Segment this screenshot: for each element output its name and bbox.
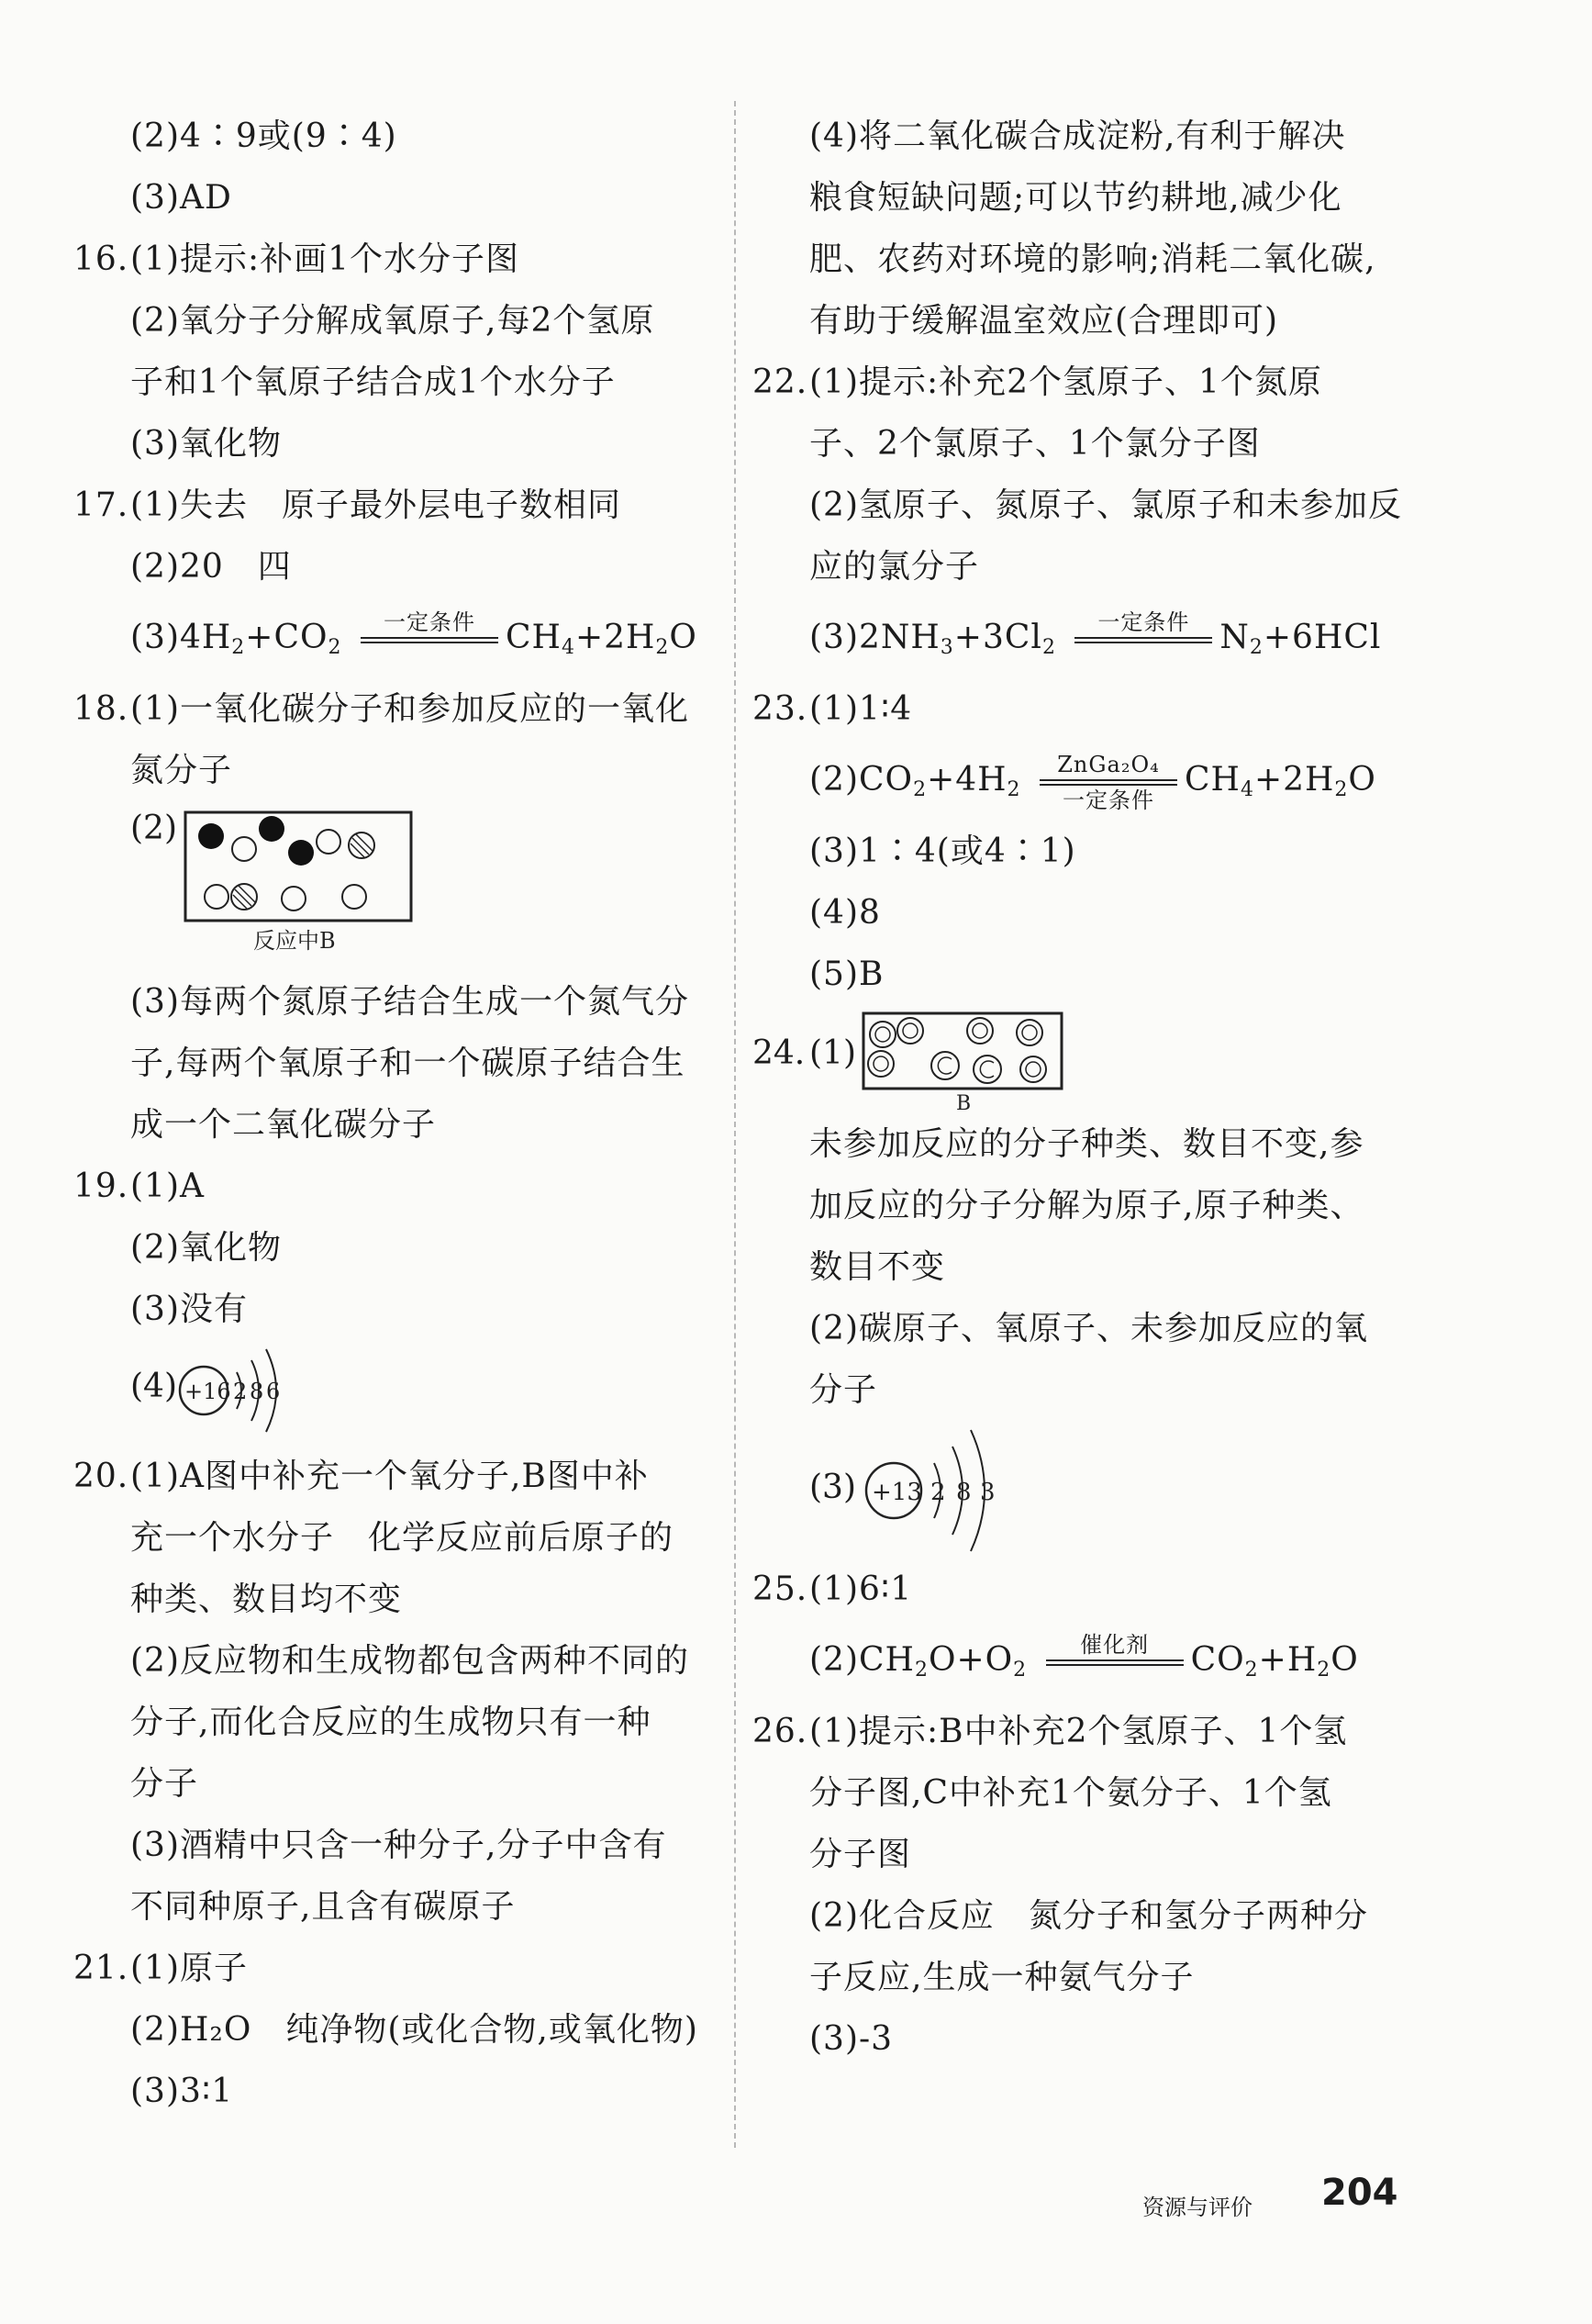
chemical-equation: $(3)4H_2+CO_2$ 一定条件 $CH_4+2H_2O$ (73, 598, 716, 678)
question-number: 22. (752, 363, 808, 401)
question-number: 16. (73, 240, 129, 278)
figure-label: 反应中B (253, 928, 336, 954)
answer-line: (3)3∶1 (130, 2073, 234, 2110)
question-17: 17.(1)失去 原子最外层电子数相同 (73, 475, 716, 536)
atom-structure-19: (4) +16 2 8 6 (73, 1340, 716, 1446)
shell-electrons: 2 (930, 1479, 946, 1506)
shell-electrons: 8 (956, 1479, 972, 1506)
answer-line: 分子 (130, 1765, 199, 1803)
right-column (752, 106, 1413, 2070)
question-number: 18. (73, 690, 129, 728)
answer-line: (2)4∶9或(9∶4) (130, 117, 397, 155)
question-26: 26.(1)提示:B中补充2个氢原子、1个氢 (752, 1701, 1413, 1762)
answer-line: (4)8 (809, 894, 881, 932)
reaction-arrow: ZnGa₂O₄ 一定条件 (1040, 752, 1177, 813)
question-18: 18.(1)一氧化碳分子和参加反应的一氧化 (73, 678, 716, 740)
answer-line: 肥、农药对环境的影响;消耗二氧化碳, (809, 240, 1376, 278)
answer-line: (2)H₂O 纯净物(或化合物,或氧化物) (130, 2011, 698, 2049)
answer-line: (3)酒精中只含一种分子,分子中含有 (130, 1827, 667, 1864)
answer-line: (3)1∶4(或4∶1) (809, 832, 1076, 870)
question-19: 19.(1)A (73, 1156, 716, 1217)
nucleus-charge: +13 (872, 1479, 922, 1506)
molecule-box-diagram (861, 1011, 1072, 1113)
reaction-arrow: 一定条件 (361, 609, 498, 671)
answer-line: (3)-3 (809, 2020, 894, 2058)
answer-line: 不同种原子,且含有碳原子 (130, 1888, 516, 1926)
atom-diagram (176, 1340, 305, 1441)
reaction-box-diagram (182, 809, 420, 965)
answer-line: (5)B (809, 955, 885, 993)
question-number: 19. (73, 1168, 129, 1205)
answer-line: (2)氧化物 (130, 1229, 282, 1267)
footer-label: 资源与评价 (1142, 2195, 1252, 2220)
atom-structure-24: (3) +13 2 8 3 (752, 1421, 1413, 1559)
atom-diagram (861, 1421, 1017, 1559)
page-number: 204 (1321, 2172, 1398, 2214)
answer-line: 有助于缓解温室效应(合理即可) (809, 302, 1279, 340)
chemical-equation: $(2)CH_2O+O_2$ 催化剂 $CO_2+H_2O$ (752, 1620, 1413, 1701)
question-22: 22.(1)提示:补充2个氢原子、1个氮原 (752, 352, 1413, 413)
question-16: 16.(1)提示:补画1个水分子图 (73, 229, 716, 290)
question-number: 20. (73, 1458, 129, 1495)
answer-line: (2)20 四 (130, 548, 292, 586)
chemical-equation: $(2)CO_2+4H_2$ ZnGa₂O₄ 一定条件 $CH_4+2H_2O$ (809, 751, 1376, 813)
answer-line: 子反应,生成一种氨气分子 (809, 1959, 1195, 1996)
answer-line: 分子图 (809, 1836, 912, 1873)
question-number: 26. (752, 1713, 808, 1750)
question-21: 21.(1)原子 (73, 1938, 716, 1999)
shell-electrons: 3 (980, 1479, 996, 1506)
question-number: 25. (752, 1570, 808, 1608)
answer-line: (3)没有 (130, 1290, 248, 1328)
answer-line: (2)氢原子、氮原子、氯原子和未参加反 (809, 486, 1402, 524)
question-25: 25.(1)6∶1 (752, 1559, 1413, 1620)
answer-line: (2)化合反应 氮分子和氢分子两种分 (809, 1897, 1368, 1935)
answer-line: 分子 (809, 1371, 878, 1409)
answer-line: 分子图,C中补充1个氨分子、1个氢 (809, 1774, 1332, 1812)
figure-label: B (956, 1092, 972, 1113)
shell-electrons: 8 (250, 1379, 264, 1404)
question-23: 23.(1)1∶4 (752, 678, 1413, 740)
answer-line: 未参加反应的分子种类、数目不变,参 (809, 1125, 1364, 1163)
reaction-arrow: 催化剂 (1046, 1632, 1184, 1693)
answer-line: 子,每两个氧原子和一个碳原子结合生 (130, 1045, 685, 1082)
answer-line: 加反应的分子分解为原子,原子种类、 (809, 1187, 1364, 1224)
question-20: 20.(1)A图中补充一个氧分子,B图中补 (73, 1446, 716, 1507)
answer-line: (2)氧分子分解成氧原子,每2个氢原 (130, 302, 655, 340)
answer-line: 子、2个氯原子、1个氯分子图 (809, 425, 1261, 463)
answer-line: 分子,而化合反应的生成物只有一种 (130, 1704, 651, 1741)
answer-line: (3)氧化物 (130, 425, 282, 463)
answer-line: (2)碳原子、氧原子、未参加反应的氧 (809, 1310, 1368, 1347)
answer-line: 粮食短缺问题;可以节约耕地,减少化 (809, 179, 1342, 217)
answer-line: 应的氯分子 (809, 548, 980, 586)
nucleus-charge: +16 (184, 1379, 231, 1404)
question-number: 24. (752, 1034, 806, 1072)
reaction-arrow: 一定条件 (1074, 609, 1212, 671)
column-divider (734, 101, 736, 2148)
question-24: 24. (1) B (752, 1005, 1413, 1113)
answer-line: (2)反应物和生成物都包含两种不同的 (130, 1642, 689, 1680)
answer-line: 氮分子 (130, 752, 233, 789)
answer-line: (4)将二氧化碳合成淀粉,有利于解决 (809, 117, 1346, 155)
molecule-figure-18: (2) 反应中B (73, 801, 716, 971)
shell-electrons: 2 (233, 1379, 248, 1404)
answer-line: 充一个水分子 化学反应前后原子的 (130, 1519, 674, 1557)
answer-line: 成一个二氧化碳分子 (130, 1106, 437, 1144)
answer-line: 种类、数目均不变 (130, 1581, 403, 1618)
question-number: 21. (73, 1950, 129, 1987)
left-column (73, 106, 716, 2122)
answer-line: (3)每两个氮原子结合生成一个氮气分 (130, 983, 689, 1021)
answer-line: 数目不变 (809, 1248, 946, 1286)
chemical-equation: $(3)2NH_3+3Cl_2$ 一定条件 $N_2+6HCl$ (752, 598, 1413, 678)
question-number: 23. (752, 690, 808, 728)
shell-electrons: 6 (266, 1379, 281, 1404)
question-number: 17. (73, 486, 129, 524)
answer-line: (3)AD (130, 179, 232, 217)
answer-line: 子和1个氧原子结合成1个水分子 (130, 363, 616, 401)
